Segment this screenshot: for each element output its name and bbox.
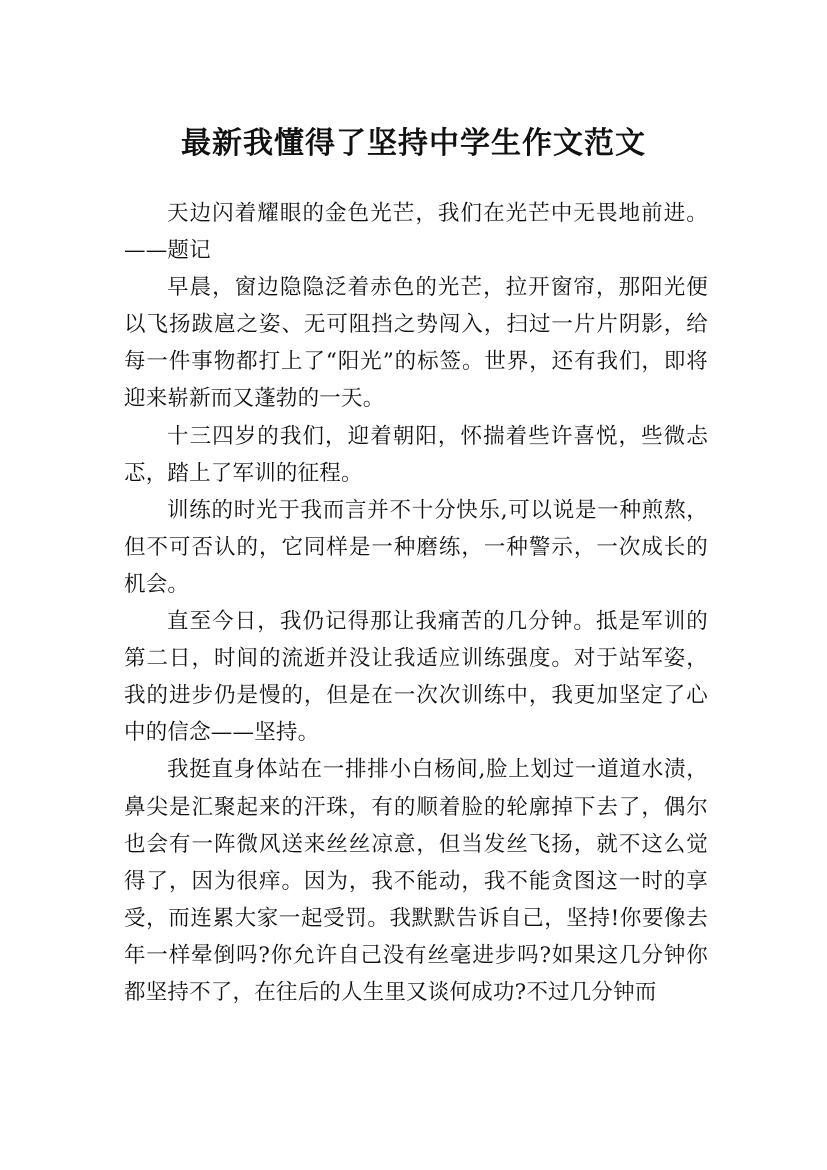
paragraph-memory: 直至今日，我仍记得那让我痛苦的几分钟。抵是军训的第二日，时间的流逝并没让我适应训练强度。对于站军姿，我的进步仍是慢的，但是在一次次训练中，我更加坚定了心中的信念——坚持。	[124, 609, 708, 746]
paragraph-military-training: 十三四岁的我们，迎着朝阳，怀揣着些许喜悦，些微忐忑，踏上了军训的征程。	[124, 423, 708, 486]
paragraph-epigraph: 天边闪着耀眼的金色光芒，我们在光芒中无畏地前进。——题记	[124, 201, 708, 264]
paragraph-training-time: 训练的时光于我而言并不十分快乐,可以说是一种煎熬，但不可否认的，它同样是一种磨练，一种警示，一次成长的机会。	[124, 497, 708, 597]
document-title: 最新我懂得了坚持中学生作文范文	[181, 126, 646, 162]
paragraph-morning: 早晨，窗边隐隐泛着赤色的光芒，拉开窗帘，那阳光便以飞扬跋扈之姿、无可阻挡之势闯入，扫过一片片阴影，给每一件事物都打上了“阳光”的标签。世界，还有我们，即将迎来崭新而又蓬勃的一天。	[124, 275, 708, 412]
paragraph-standing: 我挺直身体站在一排排小白杨间,脸上划过一道道水渍，鼻尖是汇聚起来的汗珠，有的顺着脸的轮廓掉下去了，偶尔也会有一阵微风送来丝丝凉意，但当发丝飞扬，就不这么觉得了，因为很痒。因为，我不能动，我不能贪图这一时的享受，而连累大家一起受罚。我默默告诉自己，坚持!你要像去年一样晕倒吗?你允许自己没有丝毫进步吗?如果这几分钟你都坚持不了，在往后的人生里又谈何成功?不过几分钟而	[124, 757, 708, 1005]
document-body	[124, 195, 708, 1011]
